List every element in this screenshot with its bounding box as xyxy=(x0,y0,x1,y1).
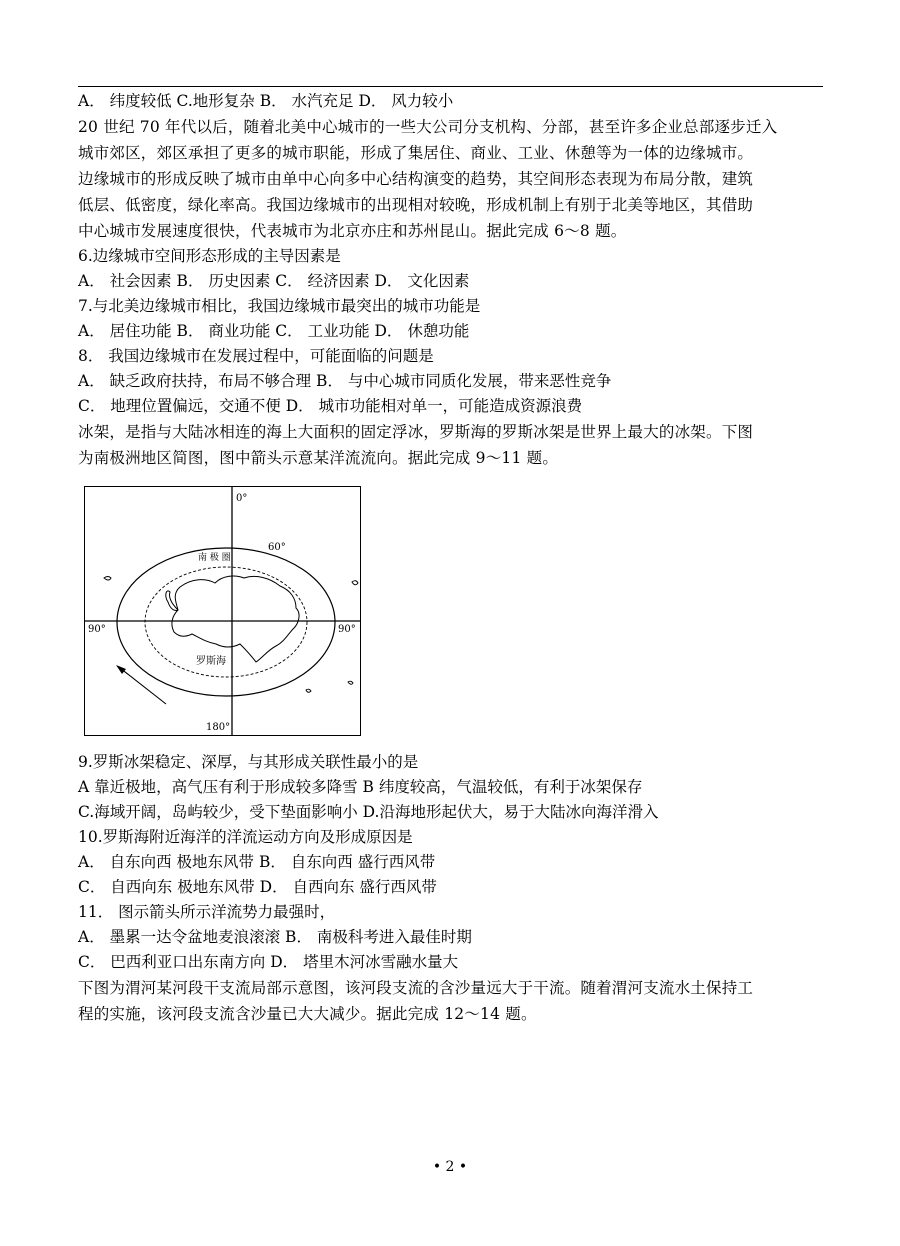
passage-line: 低层、低密度，绿化率高。我国边缘城市的出现相对较晚，形成机制上有别于北美等地区，其借助 xyxy=(78,196,754,214)
q10-options-ab: A． 自东向西 极地东风带 B． 自东向西 盛行西风带 xyxy=(78,853,436,871)
question-7: 7.与北美边缘城市相比，我国边缘城市最突出的城市功能是 xyxy=(78,297,481,315)
passage-line: 中心城市发展速度很快，代表城市为北京亦庄和苏州昆山。据此完成 6～8 题。 xyxy=(78,222,627,240)
label-60-degree: 60° xyxy=(268,542,286,553)
passage-line: 边缘城市的形成反映了城市由单中心向多中心结构演变的趋势，其空间形态表现为布局分散，建筑 xyxy=(78,170,754,188)
q11-options-cd: C． 巴西利亚口出东南方向 D． 塔里木河冰雪融水量大 xyxy=(78,953,459,971)
antarctica-map xyxy=(84,486,361,736)
passage-line: 城市郊区，郊区承担了更多的城市职能，形成了集居住、商业、工业、休憩等为一体的边缘城市。 xyxy=(78,144,754,162)
passage-line: 下图为渭河某河段干支流局部示意图，该河段支流的含沙量远大于干流。随着渭河支流水土保持工 xyxy=(78,979,754,997)
question-9: 9.罗斯冰架稳定、深厚，与其形成关联性最小的是 xyxy=(78,753,419,771)
label-90-west: 90° xyxy=(88,624,106,635)
passage-line: 为南极洲地区简图，图中箭头示意某洋流流向。据此完成 9～11 题。 xyxy=(78,449,559,467)
q5-options: A． 纬度较低 C.地形复杂 B． 水汽充足 D． 风力较小 xyxy=(78,92,454,110)
q10-options-cd: C． 自西向东 极地东风带 D． 自西向东 盛行西风带 xyxy=(78,878,437,896)
passage-line: 冰架，是指与大陆冰相连的海上大面积的固定浮冰，罗斯海的罗斯冰架是世界上最大的冰架。下图 xyxy=(78,423,754,441)
q8-options-ab: A． 缺乏政府扶持，布局不够合理 B． 与中心城市同质化发展，带来恶性竞争 xyxy=(78,372,612,390)
label-ross-sea: 罗斯海 xyxy=(196,656,226,667)
label-90-east: 90° xyxy=(338,624,356,635)
q11-options-ab: A． 墨累一达令盆地麦浪滚滚 B． 南极科考进入最佳时期 xyxy=(78,928,472,946)
q9-options-ab: A 靠近极地，高气压有利于形成较多降雪 B 纬度较高，气温较低，有利于冰架保存 xyxy=(78,778,643,796)
question-8: 8． 我国边缘城市在发展过程中，可能面临的问题是 xyxy=(78,347,434,365)
q9-options-cd: C.海域开阔，岛屿较少，受下垫面影响小 D.沿海地形起伏大，易于大陆冰向海洋滑入 xyxy=(78,803,659,821)
q8-options-cd: C． 地理位置偏远，交通不便 D． 城市功能相对单一，可能造成资源浪费 xyxy=(78,397,583,415)
question-11: 11． 图示箭头所示洋流势力最强时， xyxy=(78,903,336,921)
q7-options: A． 居住功能 B． 商业功能 C． 工业功能 D． 休憩功能 xyxy=(78,322,470,340)
question-6: 6.边缘城市空间形态形成的主导因素是 xyxy=(78,247,341,265)
q6-options: A． 社会因素 B． 历史因素 C． 经济因素 D． 文化因素 xyxy=(78,272,470,290)
label-antarctic-circle: 南 极 圈 xyxy=(198,553,231,563)
passage-line: 程的实施，该河段支流含沙量已大大减少。据此完成 12～14 题。 xyxy=(78,1005,537,1023)
label-0-degree: 0° xyxy=(236,493,248,504)
top-rule xyxy=(78,86,823,87)
page-number: • 2 • xyxy=(432,1159,468,1175)
passage-line: 20 世纪 70 年代以后，随着北美中心城市的一些大公司分支机构、分部，甚至许多企业总部逐步迁入 xyxy=(78,118,778,136)
question-10: 10.罗斯海附近海洋的洋流运动方向及形成原因是 xyxy=(78,828,413,846)
label-180-degree: 180° xyxy=(206,722,231,733)
